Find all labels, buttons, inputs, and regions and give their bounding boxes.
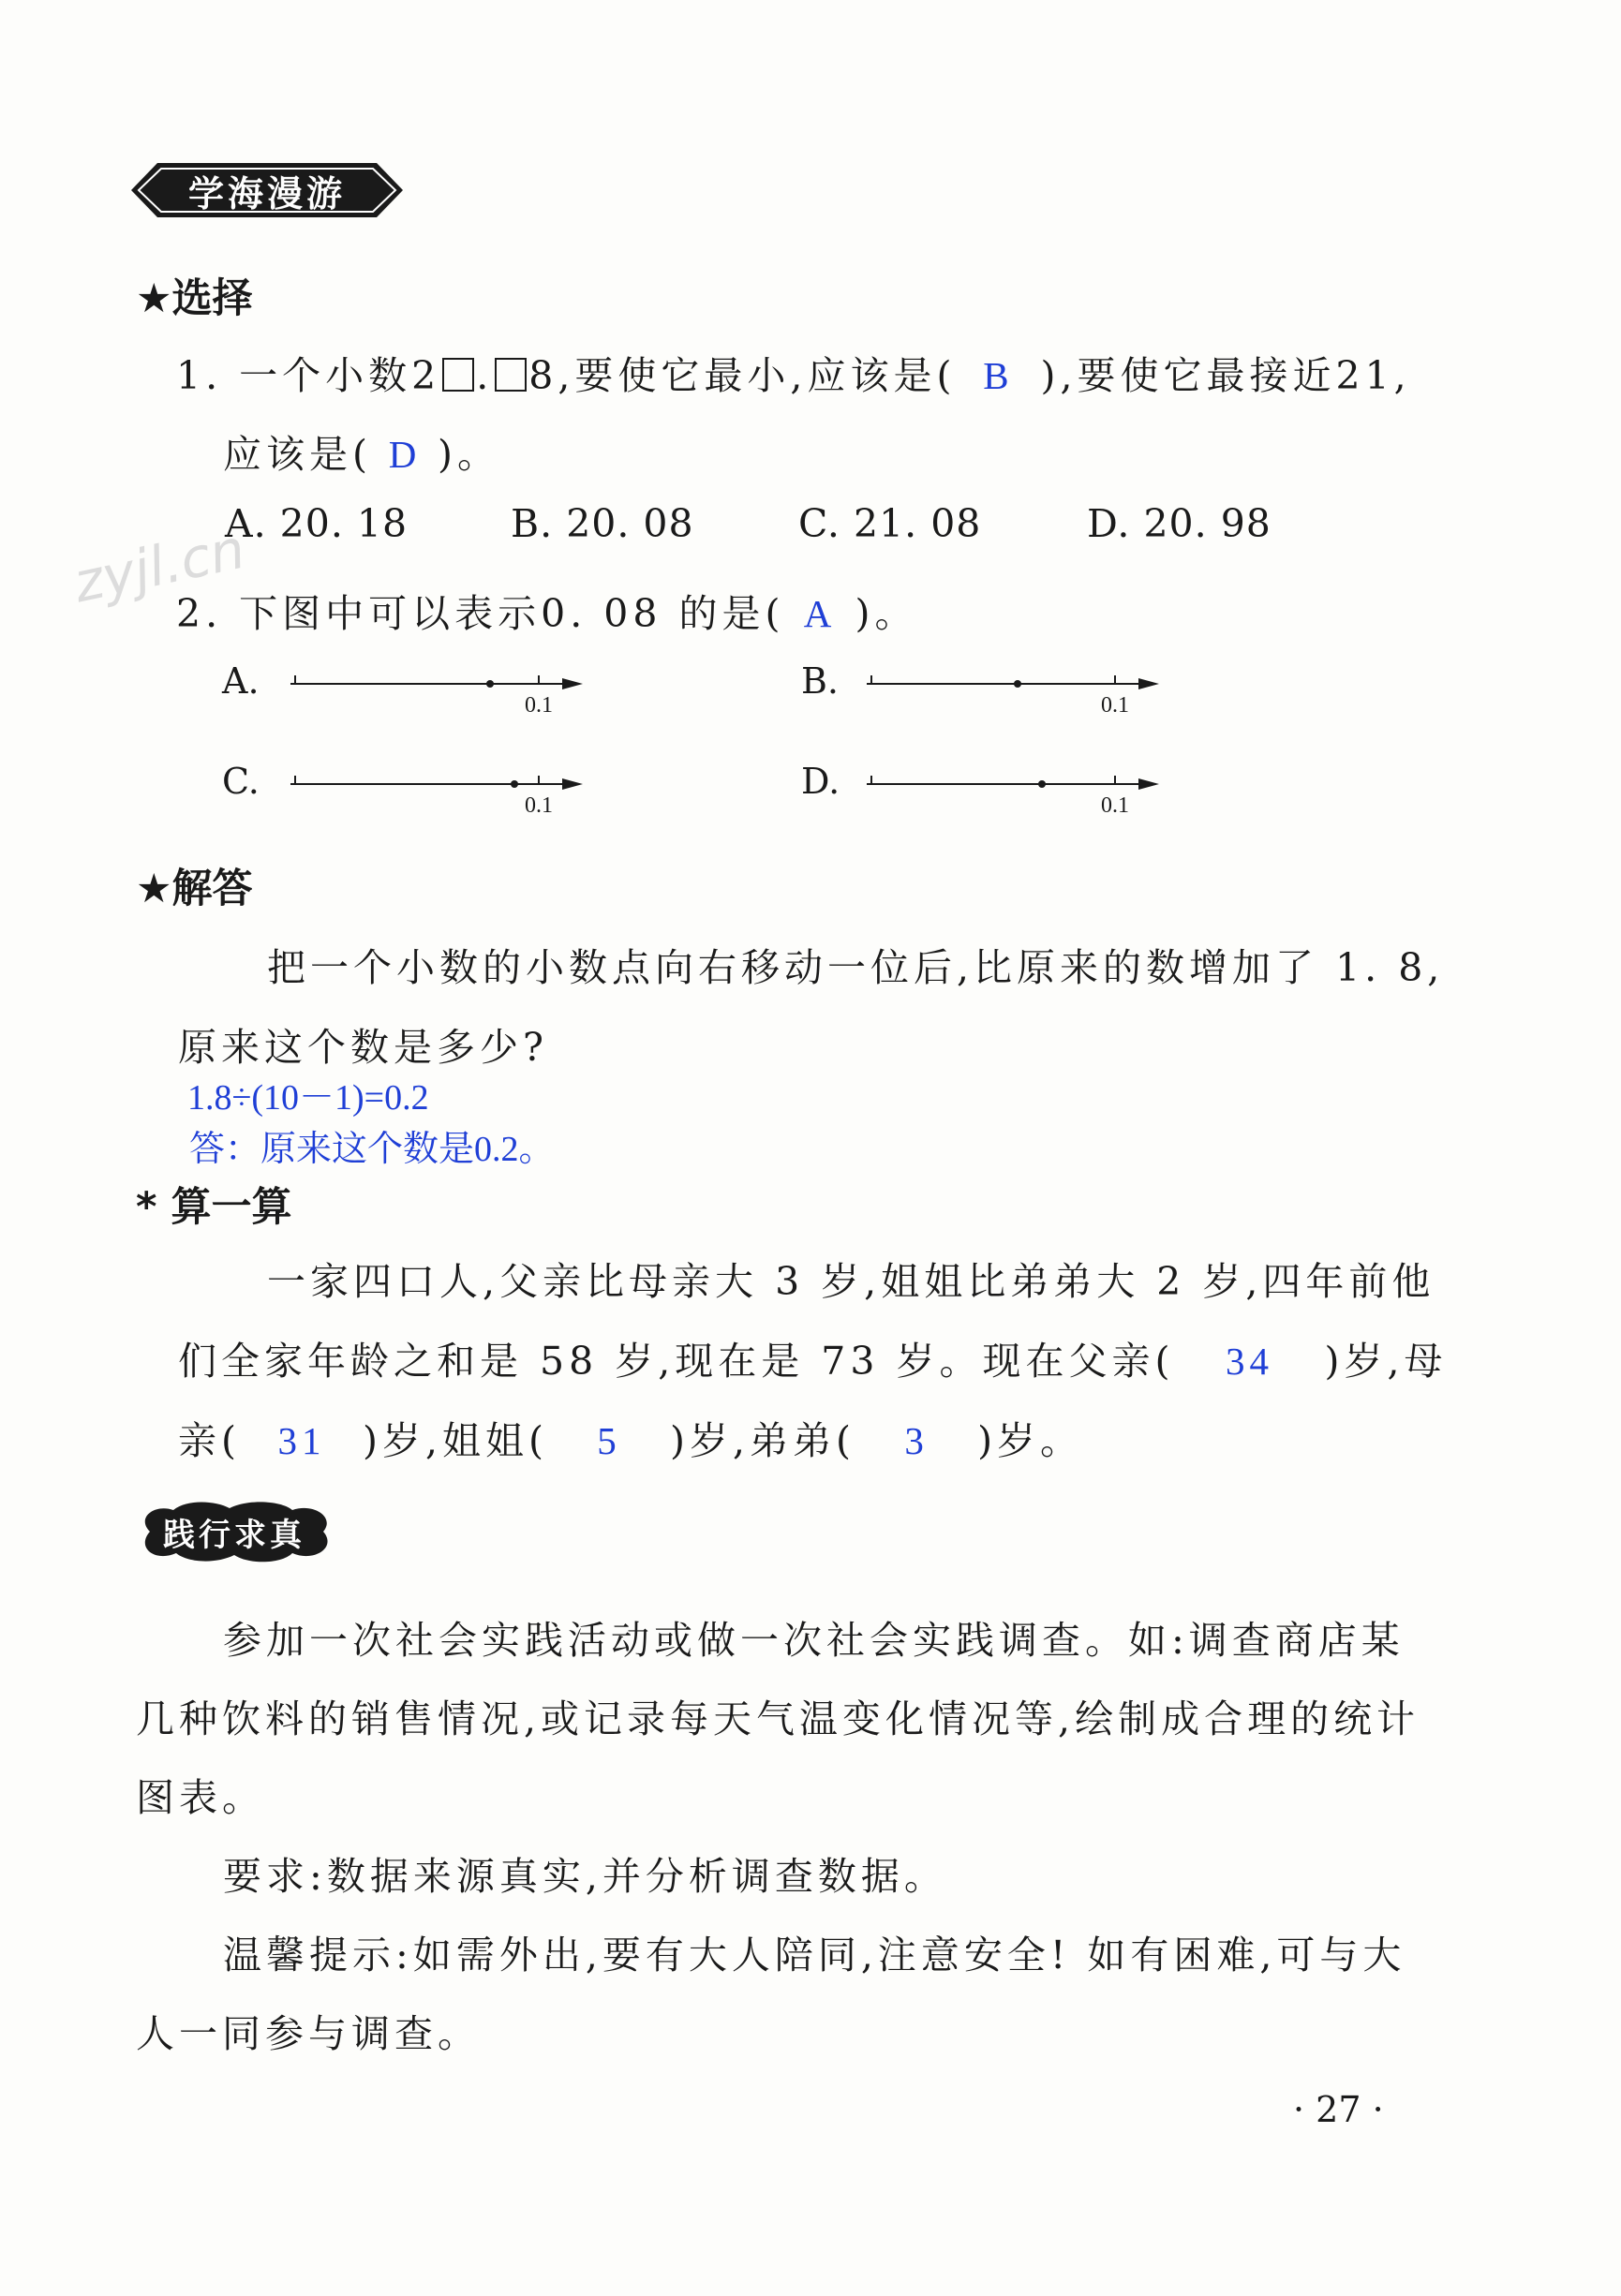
- tick-label: 0.1: [1101, 793, 1129, 818]
- q1-line1: [176, 345, 1411, 400]
- blank-box: [442, 358, 474, 392]
- solve-line2: 原来这个数是多少?: [178, 1025, 548, 1070]
- q1-suffix: 8,要使它最小,应该是(: [528, 353, 957, 398]
- number-line-point: [486, 680, 494, 688]
- solve-heading: ★解答: [136, 866, 253, 912]
- q2-prefix: 2. 下图中可以表示0. 08 的是(: [176, 591, 785, 636]
- calc-heading: * 算一算: [136, 1184, 292, 1231]
- number-line-a: [272, 673, 590, 719]
- calc-line2-prefix: 们全家年龄之和是 58 岁,现在是 73 岁。现在父亲(: [178, 1339, 1175, 1384]
- q1-line2-suffix: )。: [438, 432, 500, 477]
- number-line-point: [1038, 780, 1046, 788]
- section-banner-jianxing: [131, 1499, 337, 1564]
- q1-after1: ),要使它最接近21,: [1040, 353, 1411, 398]
- q1-line2: [223, 423, 500, 479]
- nl-label-c: C.: [222, 761, 260, 802]
- calc-line2-suffix: )岁,母: [1324, 1339, 1448, 1384]
- banner-label: 践行求真: [163, 1516, 305, 1554]
- number-line-arrow: [562, 678, 583, 689]
- q2-line: [176, 583, 918, 638]
- tick-label: 0.1: [1101, 693, 1129, 718]
- q1-option-b: B. 20. 08: [511, 501, 694, 546]
- calc-line3-p2: )岁,姐姐(: [363, 1418, 549, 1463]
- watermark: zyjl.cn: [67, 516, 251, 615]
- solve-line1: 把一个小数的小数点向右移动一位后,比原来的数增加了 1. 8,: [267, 945, 1445, 990]
- number-line-d: [848, 773, 1167, 820]
- q1-option-a: A. 20. 18: [225, 501, 409, 546]
- nl-label-a: A.: [222, 660, 260, 702]
- number-line-point: [1014, 680, 1021, 688]
- blank-box: [495, 358, 527, 392]
- practice-p1-line2: 几种饮料的销售情况,或记录每天气温变化情况等,绘制成合理的统计: [136, 1696, 1420, 1741]
- q2-suffix: )。: [855, 591, 918, 636]
- number-line-point: [511, 780, 518, 788]
- number-line-b: [848, 673, 1167, 719]
- page-number: · 27 ·: [1293, 2089, 1384, 2130]
- solve-answer-text: 答：原来这个数是0.2。: [189, 1130, 555, 1169]
- calc-line1: 一家四口人,父亲比母亲大 3 岁,姐姐比弟弟大 2 岁,四年前他: [267, 1259, 1435, 1304]
- q1-option-c: C. 21. 08: [798, 501, 982, 546]
- calc-line3: [178, 1410, 1083, 1465]
- number-line-arrow: [562, 778, 583, 790]
- calc-answer-mother: 31: [277, 1419, 326, 1462]
- q1-option-d: D. 20. 98: [1087, 501, 1272, 546]
- calc-line3-p1: 亲(: [178, 1418, 241, 1463]
- q1-mid: .: [476, 353, 494, 398]
- calc-answer-sister: 5: [597, 1419, 621, 1462]
- practice-p3-line2: 人一同参与调查。: [136, 2011, 481, 2056]
- q2-answer: A: [803, 592, 837, 635]
- section-banner-xuehai: [131, 161, 403, 219]
- q1-answer2: D: [388, 433, 422, 476]
- nl-label-d: D.: [801, 761, 840, 802]
- practice-p1-line1: 参加一次社会实践活动或做一次社会实践调查。如:调查商店某: [223, 1618, 1405, 1663]
- number-line-c: [272, 773, 590, 820]
- calc-answer-brother: 3: [904, 1419, 929, 1462]
- calc-answer-father: 34: [1226, 1340, 1273, 1383]
- calc-line3-p3: )岁,弟弟(: [670, 1418, 856, 1463]
- tick-label: 0.1: [525, 693, 553, 718]
- practice-p2: 要求:数据来源真实,并分析调查数据。: [223, 1854, 947, 1899]
- q1-line2-prefix: 应该是(: [223, 432, 372, 477]
- calc-line3-p4: )岁。: [977, 1418, 1084, 1463]
- q1-prefix: 1. 一个小数2: [176, 353, 441, 398]
- banner-label: 学海漫游: [187, 172, 346, 215]
- practice-p3-line1: 温馨提示:如需外出,要有大人陪同,注意安全! 如有困难,可与大: [223, 1933, 1406, 1978]
- q1-answer1: B: [983, 354, 1014, 397]
- practice-p1-line3: 图表。: [136, 1775, 265, 1820]
- number-line-arrow: [1138, 778, 1159, 790]
- solve-answer-equation: 1.8÷(10－1)=0.2: [187, 1078, 429, 1118]
- choice-heading: ★选择: [136, 275, 253, 322]
- number-line-arrow: [1138, 678, 1159, 689]
- tick-label: 0.1: [525, 793, 553, 818]
- calc-line2: [178, 1330, 1448, 1385]
- nl-label-b: B.: [801, 660, 840, 702]
